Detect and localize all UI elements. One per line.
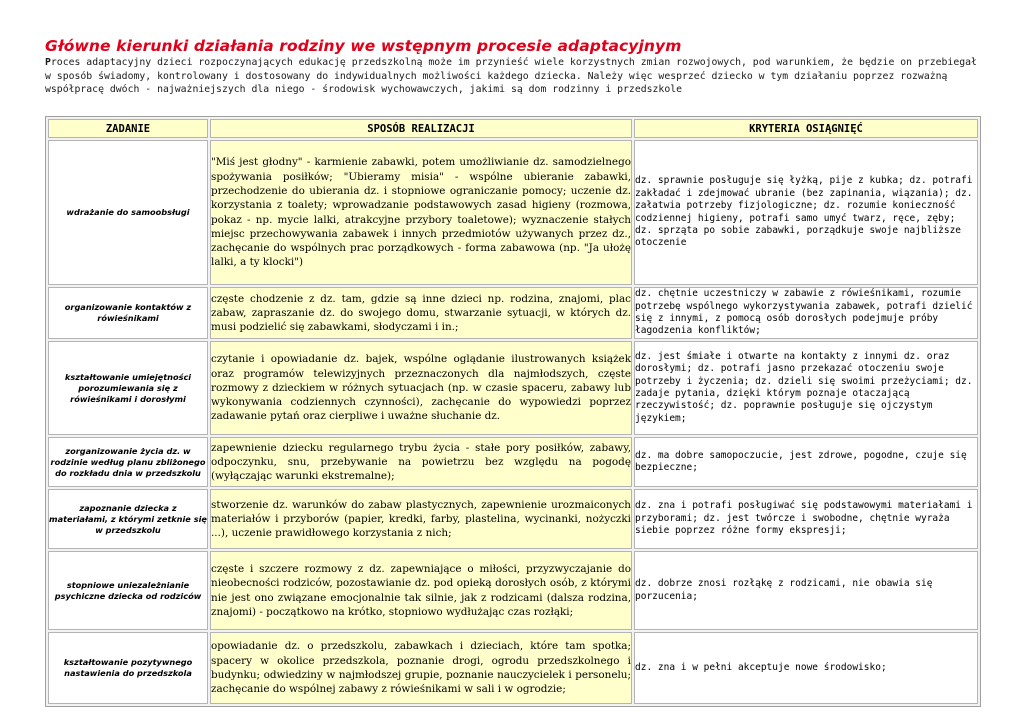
task-cell: stopniowe uniezależnianie psychiczne dziecka od rodziców xyxy=(48,551,208,630)
intro-first-letter: P xyxy=(45,57,51,68)
criteria-cell: dz. zna i potrafi posługiwać się podstawowymi materiałami i przyborami; dz. jest twórcze i swobodne, chętnie wyraża siebie poprzez różne formy ekspresji; xyxy=(634,489,978,549)
task-cell: organizowanie kontaktów z rówieśnikami xyxy=(48,287,208,339)
implementation-cell: częste i szczere rozmowy z dz. zapewniające o miłości, przyzwyczajanie do nieobecności rodziców, pozostawianie dz. pod opieką dorosłych osób, z którymi nie jest ono związane emocjonalnie tak silnie, jak z rodzicami (dalsza rodzina, znajomi) - początkowo na krótko, stopniowo wydłużając czas rozłąki; xyxy=(210,551,632,630)
criteria-cell: dz. zna i w pełni akceptuje nowe środowisko; xyxy=(634,632,978,704)
header-implementation: SPOSÓB REALIZACJI xyxy=(210,119,632,138)
task-cell: zorganizowanie życia dz. w rodzinie według planu zbliżonego do rozkładu dnia w przedszkolu xyxy=(48,437,208,487)
task-cell: wdrażanie do samoobsługi xyxy=(48,140,208,285)
intro-paragraph xyxy=(45,56,985,97)
table-header-row xyxy=(48,119,978,138)
implementation-cell: opowiadanie dz. o przedszkolu, zabawkach i dzieciach, które tam spotka; spacery w okolice przedszkola, poznanie drogi, ogrodu przedszkolnego i budynku; odwiedziny w najmłodszej grupie, poznanie nauczycielek i personelu; zachęcanie do wspólnej zabawy z rówieśnikami w sali i w ogrodzie; xyxy=(210,632,632,704)
implementation-cell: częste chodzenie z dz. tam, gdzie są inne dzieci np. rodzina, znajomi, plac zabaw, zapraszanie dz. do swojego domu, stwarzanie sytuacji, w których dz. musi podzielić się zabawkami, słodyczami i in.; xyxy=(210,287,632,339)
criteria-cell: dz. jest śmiałe i otwarte na kontakty z innymi dz. oraz dorosłymi; dz. potrafi jasno przekazać otoczeniu swoje potrzeby i życzenia; dz. dzieli się swoimi przeżyciami; dz. zadaje pytania, dzięki którym poznaje otaczającą rzeczywistość; dz. poprawnie posługuje się ojczystym językiem; xyxy=(634,341,978,435)
task-cell: kształtowanie pozytywnego nastawienia do przedszkola xyxy=(48,632,208,704)
header-criteria: KRYTERIA OSIĄGNIĘĆ xyxy=(634,119,978,138)
table-row xyxy=(48,437,978,487)
header-task: ZADANIE xyxy=(48,119,208,138)
criteria-cell: dz. chętnie uczestniczy w zabawie z rówieśnikami, rozumie potrzebę wspólnego wykorzystywania zabawek, potrafi dzielić się z innymi, z pomocą osób dorosłych podejmuje próby łagodzenia konfliktów; xyxy=(634,287,978,339)
task-cell: zapoznanie dziecka z materiałami, z którymi zetknie się w przedszkolu xyxy=(48,489,208,549)
table-row xyxy=(48,632,978,704)
table-row xyxy=(48,489,978,549)
table-row xyxy=(48,551,978,630)
intro-text: roces adaptacyjny dzieci rozpoczynających edukację przedszkolną może im przynieść wiele korzystnych zmian rozwojowych, pod warunkiem, że będzie on przebiegał w sposób świadomy, kontrolowany i dostosowany do indywidualnych możliwości każdego dziecka. Należy więc wesprzeć dziecko w tym działaniu poprzez rozważną współpracę dwóch - najważniejszych dla niego - środowisk wychowawczych, jakimi są dom rodzinny i przedszkole xyxy=(45,57,977,95)
table-row xyxy=(48,287,978,339)
table-row xyxy=(48,341,978,435)
implementation-cell: czytanie i opowiadanie dz. bajek, wspólne oglądanie ilustrowanych książek oraz programów telewizyjnych przeznaczonych dla najmłodszych, częste rozmowy z dzieckiem w różnych sytuacjach (np. w czasie spaceru, zabawy lub wykonywania codziennych czynności), zachęcanie do wypowiedzi poprzez zadawanie pytań oraz cierpliwe i uważne słuchanie dz. xyxy=(210,341,632,435)
criteria-cell: dz. dobrze znosi rozłąkę z rodzicami, nie obawia się porzucenia; xyxy=(634,551,978,630)
criteria-cell: dz. sprawnie posługuje się łyżką, pije z kubka; dz. potrafi zakładać i zdejmować ubranie (bez zapinania, wiązania); dz. załatwia potrzeby fizjologiczne; dz. rozumie konieczność codziennej higieny, potrafi samo umyć twarz, ręce, zęby; dz. sprząta po sobie zabawki, porządkuje swoje najbliższe otoczenie xyxy=(634,140,978,285)
implementation-cell: stworzenie dz. warunków do zabaw plastycznych, zapewnienie urozmaiconych materiałów i przyborów (papier, kredki, farby, plastelina, wycinanki, nożyczki ...), uczenie prawidłowego korzystania z nich; xyxy=(210,489,632,549)
table-row xyxy=(48,140,978,285)
implementation-cell: zapewnienie dziecku regularnego trybu życia - stałe pory posiłków, zabawy, odpoczynku, snu, przebywanie na powietrzu bez względu na pogodę (wyłączając warunki ekstremalne); xyxy=(210,437,632,487)
adaptation-table xyxy=(45,116,981,707)
page-title: Główne kierunki działania rodziny we wstępnym procesie adaptacyjnym xyxy=(45,37,682,55)
task-cell: kształtowanie umiejętności porozumiewania się z rówieśnikami i dorosłymi xyxy=(48,341,208,435)
criteria-cell: dz. ma dobre samopoczucie, jest zdrowe, pogodne, czuje się bezpieczne; xyxy=(634,437,978,487)
implementation-cell: "Miś jest głodny" - karmienie zabawki, potem umożliwianie dz. samodzielnego spożywania posiłków; "Ubieramy misia" - wspólne ubieranie zabawki, przechodzenie do ubierania dz. i stopniowe ograniczanie pomocy; uczenie dz. korzystania z toalety; wprowadzanie podstawowych zasad higieny (rozmowa, pokaz - np. mycie lalki, atrakcyjne przybory toaletowe); wyznaczenie stałych miejsc przechowywania zabawek i innych przedmiotów używanych przez dz., zachęcanie do wspólnych prac porządkowych - forma zabawowa (np. "Ja ułożę lalki, a ty klocki") xyxy=(210,140,632,285)
